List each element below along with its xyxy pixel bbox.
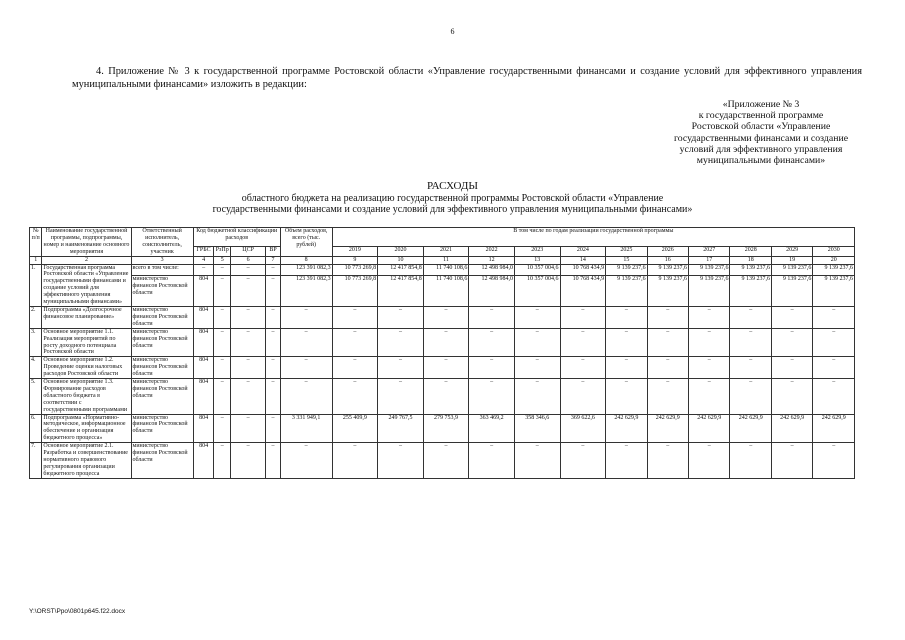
row-responsible: всего в том числе: xyxy=(131,264,193,275)
row-year-value: 11 740 108,6 xyxy=(423,275,469,306)
column-number: 11 xyxy=(423,256,469,264)
row-rzpr: – xyxy=(214,379,231,415)
row-year-value: – xyxy=(332,306,378,328)
column-number: 15 xyxy=(606,256,647,264)
row-vr: – xyxy=(266,414,281,443)
column-number: 4 xyxy=(193,256,214,264)
row-rzpr: – xyxy=(214,357,231,379)
column-number: 16 xyxy=(647,256,688,264)
header-responsible: Ответственный исполнитель, соисполнитель, участник xyxy=(131,228,193,257)
row-year-value: – xyxy=(423,306,469,328)
column-numbers-row xyxy=(30,256,855,264)
row-csr: – xyxy=(231,328,266,357)
row-year-value: – xyxy=(469,328,515,357)
row-year-value: 9 139 237,6 xyxy=(771,275,812,306)
row-total: 3 331 949,1 xyxy=(280,414,332,443)
row-rzpr: – xyxy=(214,414,231,443)
row-year-value: – xyxy=(469,379,515,415)
row-year-value: – xyxy=(332,379,378,415)
row-year-value: 10 768 434,9 xyxy=(560,275,606,306)
row-year-value: 9 139 237,6 xyxy=(689,264,730,275)
header-csr: ЦСР xyxy=(231,246,266,256)
row-year-value: 10 768 434,9 xyxy=(560,264,606,275)
header-year: 2025 xyxy=(606,246,647,256)
row-year-value: 9 139 237,6 xyxy=(647,275,688,306)
header-num: № п/п xyxy=(30,228,42,257)
intro-paragraph: 4. Приложение № 3 к государственной программе Ростовской области «Управление государственными финансами и создание условий для эффективного управления муниципальными финансами» изложить в редакции: xyxy=(72,66,862,90)
column-number: 20 xyxy=(813,256,855,264)
table-row xyxy=(30,443,855,479)
table-row xyxy=(30,357,855,379)
row-year-value: – xyxy=(378,306,424,328)
table-row xyxy=(30,379,855,415)
row-num: 4. xyxy=(30,357,42,379)
row-year-value: – xyxy=(514,306,560,328)
row-total: – xyxy=(280,306,332,328)
row-year-value: 9 139 237,6 xyxy=(771,264,812,275)
row-grbs: 804 xyxy=(193,414,214,443)
row-num: 3. xyxy=(30,328,42,357)
table-row xyxy=(30,306,855,328)
row-year-value: – xyxy=(560,306,606,328)
row-name: Основное мероприятие 1.2. Проведение оценки налоговых расходов Ростовской области xyxy=(42,357,131,379)
row-year-value: 11 740 108,6 xyxy=(423,264,469,275)
row-year-value: – xyxy=(689,306,730,328)
row-responsible: министерство финансов Ростовской области xyxy=(131,306,193,328)
row-year-value: 9 139 237,6 xyxy=(730,264,771,275)
row-vr: – xyxy=(266,379,281,415)
row-csr: – xyxy=(231,414,266,443)
title-line-1: РАСХОДЫ xyxy=(426,180,479,192)
row-year-value: – xyxy=(606,443,647,479)
row-year-value: 10 357 004,6 xyxy=(514,264,560,275)
row-year-value: – xyxy=(560,379,606,415)
row-rzpr: – xyxy=(214,264,231,275)
row-name: Подпрограмма «Долгосрочное финансовое планирование» xyxy=(42,306,131,328)
column-number: 18 xyxy=(730,256,771,264)
column-number: 2 xyxy=(42,256,131,264)
row-year-value: – xyxy=(514,357,560,379)
appendix-caption-line: к государственной программе xyxy=(698,110,824,122)
row-year-value: – xyxy=(647,357,688,379)
row-responsible: министерство финансов Ростовской области xyxy=(131,357,193,379)
row-year-value: – xyxy=(689,443,730,479)
header-year: 2030 xyxy=(813,246,855,256)
header-year: 2019 xyxy=(332,246,378,256)
row-name: Основное мероприятие 1.1. Реализация мероприятий по росту доходного потенциала Ростовской области xyxy=(42,328,131,357)
document-title xyxy=(0,181,905,216)
header-year: 2029 xyxy=(771,246,812,256)
row-year-value: – xyxy=(378,357,424,379)
header-row-1 xyxy=(30,228,855,247)
row-year-value: – xyxy=(332,443,378,479)
title-line-3: государственными финансами и создание условий для эффективного управления муниципальными финансами» xyxy=(212,204,693,215)
row-year-value: – xyxy=(730,357,771,379)
row-rzpr: – xyxy=(214,443,231,479)
page-number: 6 xyxy=(450,27,455,36)
row-year-value: 242 629,9 xyxy=(771,414,812,443)
row-year-value: – xyxy=(378,443,424,479)
row-year-value: – xyxy=(813,443,855,479)
column-number: 3 xyxy=(131,256,193,264)
row-grbs: 804 xyxy=(193,306,214,328)
row-year-value: – xyxy=(689,357,730,379)
row-year-value: 9 139 237,6 xyxy=(813,264,855,275)
column-number: 7 xyxy=(266,256,281,264)
row-year-value: 242 629,9 xyxy=(689,414,730,443)
column-number: 6 xyxy=(231,256,266,264)
column-number: 9 xyxy=(332,256,378,264)
row-year-value: 9 139 237,6 xyxy=(606,264,647,275)
row-csr: – xyxy=(231,275,266,306)
row-year-value: – xyxy=(730,306,771,328)
appendix-caption xyxy=(640,99,882,166)
row-year-value: – xyxy=(606,328,647,357)
row-year-value: 12 498 984,0 xyxy=(469,275,515,306)
row-year-value: – xyxy=(469,357,515,379)
row-year-value: 242 629,9 xyxy=(647,414,688,443)
row-responsible: министерство финансов Ростовской области xyxy=(131,275,193,306)
row-year-value: 10 773 269,8 xyxy=(332,275,378,306)
row-year-value: 358 346,6 xyxy=(514,414,560,443)
row-grbs: 804 xyxy=(193,328,214,357)
row-name: Государственная программа Ростовской области «Управление государственными финансами и создание условий для эффективного управления муниципальными финансами» xyxy=(42,264,131,306)
row-year-value: 9 139 237,6 xyxy=(689,275,730,306)
row-year-value: 279 753,9 xyxy=(423,414,469,443)
row-vr: – xyxy=(266,264,281,275)
column-number: 14 xyxy=(560,256,606,264)
header-budget-code: Код бюджетной классификации расходов xyxy=(193,228,280,247)
row-total: – xyxy=(280,328,332,357)
row-year-value: – xyxy=(606,357,647,379)
row-grbs: 804 xyxy=(193,379,214,415)
header-by-years: В том числе по годам реализации государственной программы xyxy=(332,228,854,247)
row-year-value: – xyxy=(560,357,606,379)
row-year-value: – xyxy=(771,379,812,415)
row-rzpr: – xyxy=(214,328,231,357)
row-year-value: – xyxy=(813,357,855,379)
row-csr: – xyxy=(231,264,266,275)
appendix-caption-line: «Приложение № 3 xyxy=(722,99,800,110)
appendix-caption-line: условий для эффективного управления xyxy=(679,143,843,155)
row-year-value: – xyxy=(647,379,688,415)
row-responsible: министерство финансов Ростовской области xyxy=(131,328,193,357)
row-year-value: – xyxy=(689,379,730,415)
row-vr: – xyxy=(266,306,281,328)
row-responsible: министерство финансов Ростовской области xyxy=(131,379,193,415)
row-year-value: 10 357 004,6 xyxy=(514,275,560,306)
header-volume: Объем расходов, всего (тыс. рублей) xyxy=(280,228,332,257)
expenses-table xyxy=(29,227,855,479)
row-year-value: – xyxy=(813,328,855,357)
row-year-value: – xyxy=(647,443,688,479)
row-year-value: – xyxy=(423,379,469,415)
header-year: 2028 xyxy=(730,246,771,256)
row-year-value: – xyxy=(771,306,812,328)
column-number: 10 xyxy=(378,256,424,264)
row-year-value: 12 498 984,0 xyxy=(469,264,515,275)
column-number: 17 xyxy=(689,256,730,264)
row-year-value: 12 417 854,8 xyxy=(378,264,424,275)
row-year-value: – xyxy=(514,443,560,479)
row-year-value: – xyxy=(606,379,647,415)
row-year-value: – xyxy=(689,328,730,357)
row-num: 7. xyxy=(30,443,42,479)
column-number: 19 xyxy=(771,256,812,264)
row-year-value: – xyxy=(730,443,771,479)
row-vr: – xyxy=(266,357,281,379)
row-year-value: 9 139 237,6 xyxy=(730,275,771,306)
row-year-value: – xyxy=(423,328,469,357)
header-name: Наименование государственной программы, подпрограммы, номер и наименование основного мероприятия xyxy=(43,228,130,255)
row-year-value: 242 629,9 xyxy=(813,414,855,443)
row-year-value: 10 773 269,8 xyxy=(332,264,378,275)
row-year-value: – xyxy=(771,443,812,479)
row-year-value: – xyxy=(378,379,424,415)
header-year: 2027 xyxy=(689,246,730,256)
header-year: 2022 xyxy=(469,246,515,256)
header-grbs: ГРБС xyxy=(193,246,214,256)
table-row xyxy=(30,328,855,357)
header-rzpr: РзПр xyxy=(214,246,231,256)
row-csr: – xyxy=(231,357,266,379)
row-year-value: – xyxy=(514,379,560,415)
row-total: 123 391 082,3 xyxy=(280,275,332,306)
row-total: – xyxy=(280,379,332,415)
row-year-value: 242 629,9 xyxy=(606,414,647,443)
header-year: 2021 xyxy=(423,246,469,256)
row-year-value: 363 469,2 xyxy=(469,414,515,443)
table-row xyxy=(30,264,855,275)
row-year-value: 249 767,5 xyxy=(378,414,424,443)
row-csr: – xyxy=(231,306,266,328)
row-year-value: – xyxy=(813,306,855,328)
row-year-value: – xyxy=(560,443,606,479)
row-year-value: – xyxy=(771,328,812,357)
header-year: 2024 xyxy=(560,246,606,256)
row-num: 6. xyxy=(30,414,42,443)
row-year-value: 12 417 854,8 xyxy=(378,275,424,306)
row-grbs: 804 xyxy=(193,275,214,306)
row-year-value: 9 139 237,6 xyxy=(813,275,855,306)
column-number: 8 xyxy=(280,256,332,264)
row-year-value: – xyxy=(423,443,469,479)
row-name: Основное мероприятие 1.3. Формирование расходов областного бюджета в соответствии с государственными программами xyxy=(42,379,131,415)
row-vr: – xyxy=(266,328,281,357)
row-csr: – xyxy=(231,379,266,415)
row-year-value: 369 622,6 xyxy=(560,414,606,443)
column-number: 5 xyxy=(214,256,231,264)
header-vr: ВР xyxy=(266,246,281,256)
row-year-value: 242 629,9 xyxy=(730,414,771,443)
row-year-value: – xyxy=(469,306,515,328)
row-vr: – xyxy=(266,443,281,479)
appendix-caption-line: муниципальными финансами» xyxy=(696,155,826,167)
row-year-value: – xyxy=(730,328,771,357)
row-total: – xyxy=(280,443,332,479)
row-year-value: – xyxy=(647,328,688,357)
row-total: – xyxy=(280,357,332,379)
row-rzpr: – xyxy=(214,275,231,306)
row-year-value: – xyxy=(378,328,424,357)
title-line-2: областного бюджета на реализацию государственной программы Ростовской области «Управление xyxy=(241,192,664,204)
row-grbs: 804 xyxy=(193,357,214,379)
table-row xyxy=(30,275,855,306)
row-num: 2. xyxy=(30,306,42,328)
row-year-value: – xyxy=(813,379,855,415)
row-rzpr: – xyxy=(214,306,231,328)
column-number: 13 xyxy=(514,256,560,264)
file-path-footer: Y:\ORST\Ppo\0801p645.f22.docx xyxy=(29,608,126,615)
row-year-value: – xyxy=(423,357,469,379)
appendix-caption-line: Ростовской области «Управление xyxy=(691,121,831,133)
appendix-caption-line: государственными финансами и создание xyxy=(673,132,849,144)
row-csr: – xyxy=(231,443,266,479)
header-year: 2026 xyxy=(647,246,688,256)
row-year-value: – xyxy=(332,328,378,357)
row-year-value: 255 409,9 xyxy=(332,414,378,443)
row-year-value: – xyxy=(469,443,515,479)
row-grbs: – xyxy=(193,264,214,275)
row-responsible: министерство финансов Ростовской области xyxy=(131,414,193,443)
row-num: 1. xyxy=(30,264,42,306)
row-name: Подпрограмма «Нормативно-методическое, информационное обеспечение и организация бюджетного процесса» xyxy=(42,414,131,443)
row-vr: – xyxy=(266,275,281,306)
column-number: 12 xyxy=(469,256,515,264)
row-year-value: – xyxy=(730,379,771,415)
row-year-value: – xyxy=(560,328,606,357)
row-year-value: 9 139 237,6 xyxy=(606,275,647,306)
row-year-value: – xyxy=(606,306,647,328)
table-row xyxy=(30,414,855,443)
row-year-value: 9 139 237,6 xyxy=(647,264,688,275)
row-year-value: – xyxy=(771,357,812,379)
column-number: 1 xyxy=(30,256,42,264)
row-name: Основное мероприятие 2.1. Разработка и совершенствование нормативного правового регулирования организации бюджетного процесса xyxy=(42,443,131,479)
row-responsible: министерство финансов Ростовской области xyxy=(131,443,193,479)
header-year: 2020 xyxy=(378,246,424,256)
row-total: 123 391 082,3 xyxy=(280,264,332,275)
row-grbs: 804 xyxy=(193,443,214,479)
row-num: 5. xyxy=(30,379,42,415)
row-year-value: – xyxy=(647,306,688,328)
header-year: 2023 xyxy=(514,246,560,256)
row-year-value: – xyxy=(514,328,560,357)
row-year-value: – xyxy=(332,357,378,379)
